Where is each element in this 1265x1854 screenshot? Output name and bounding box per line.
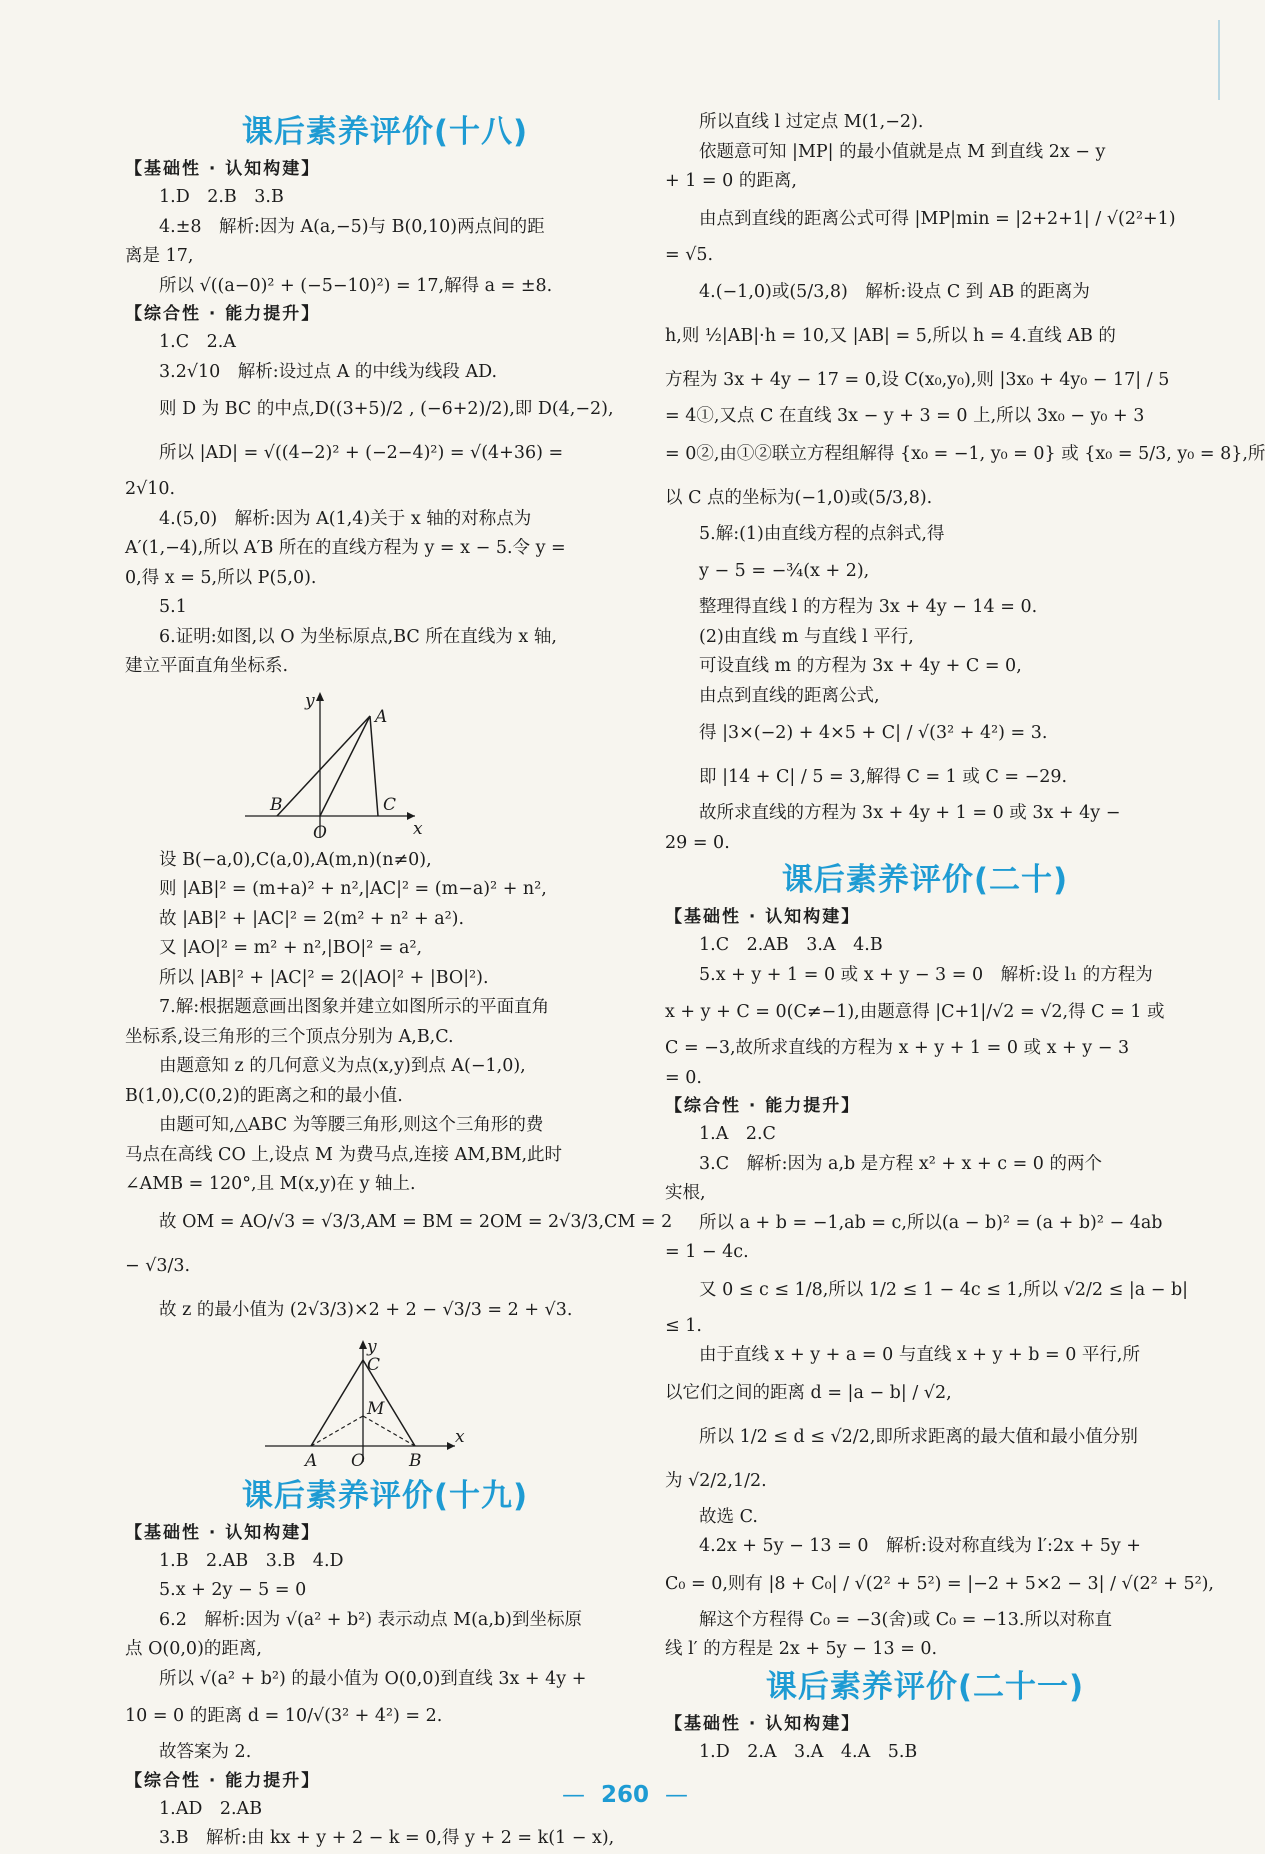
text-line: 5.x + 2y − 5 = 0 (159, 1580, 307, 1600)
text-line: 1.C 2.AB 3.A 4.B (699, 935, 883, 955)
text-line: 则 |AB|² = (m+a)² + n²,|AC|² = (m−a)² + n², (159, 879, 547, 899)
text-line: 6.证明:如图,以 O 为坐标原点,BC 所在直线为 x 轴, (159, 626, 557, 647)
text-line: 可设直线 m 的方程为 3x + 4y + C = 0, (699, 656, 1022, 676)
text-line: 设 B(−a,0),C(a,0),A(m,n)(n≠0), (159, 849, 432, 870)
text-line: 3.2√10 解析:设过点 A 的中线为线段 AD. (159, 361, 498, 382)
text-line: 1.A 2.C (699, 1124, 776, 1144)
text-line: 实根, (665, 1183, 706, 1203)
text-line: 10 = 0 的距离 d = 10/√(3² + 4²) = 2. (125, 1706, 443, 1726)
text-line: = 1 − 4c. (665, 1242, 749, 1262)
text-line: ≤ 1. (665, 1315, 702, 1336)
text-line: 马点在高线 CO 上,设点 M 为费马点,连接 AM,BM,此时 (125, 1144, 563, 1165)
figure-fermat-point (125, 1336, 645, 1471)
text-line: 坐标系,设三角形的三个顶点分别为 A,B,C. (125, 1026, 454, 1047)
text-line: 以它们之间的距离 d = |a − b| / √2, (665, 1382, 952, 1403)
fig2-label-m: M (367, 1398, 385, 1419)
text-line: x + y + C = 0(C≠−1),由题意得 |C+1|/√2 = √2,得 C = 1 或 (665, 1002, 1165, 1022)
text-line: 7.解:根据题意画出图象并建立如图所示的平面直角 (159, 997, 550, 1017)
text-line: 离是 17, (125, 246, 194, 266)
text-line: 故 z 的最小值为 (2√3/3)×2 + 2 − √3/3 = 2 + √3. (159, 1299, 573, 1320)
fig2-label-b: B (409, 1450, 422, 1471)
text-line: 则 D 为 BC 的中点,D((3+5)/2 , (−6+2)/2),即 D(4,−2), (159, 399, 614, 419)
text-line: + 1 = 0 的距离, (665, 171, 797, 191)
text-line: 以 C 点的坐标为(−1,0)或(5/3,8). (665, 487, 933, 508)
text-line: 线 l′ 的方程是 2x + 5y − 13 = 0. (665, 1639, 938, 1659)
text-line: 5.解:(1)由直线方程的点斜式,得 (699, 523, 945, 544)
text-line: 4.2x + 5y − 13 = 0 解析:设对称直线为 l′:2x + 5y + (699, 1536, 1141, 1556)
text-line: 点 O(0,0)的距离, (125, 1639, 262, 1659)
text-line: h,则 ½|AB|·h = 10,又 |AB| = 5,所以 h = 4.直线 AB 的 (665, 326, 1116, 346)
fig1-label-b: B (270, 794, 283, 815)
text-line: 方程为 3x + 4y − 17 = 0,设 C(x₀,y₀),则 |3x₀ + 4y₀ − 17| / 5 (665, 370, 1170, 390)
subheading-comprehensive: 【综合性 · 能力提升】 (665, 1096, 861, 1116)
fig2-y-label: y (367, 1336, 377, 1357)
text-line: 故 OM = AO/√3 = √3/3,AM = BM = 2OM = 2√3/3,CM = 2 (159, 1211, 673, 1232)
subheading-comprehensive: 【综合性 · 能力提升】 (125, 304, 321, 324)
right-column (665, 108, 1265, 1767)
text-line: 由点到直线的距离公式可得 |MP|min = |2+2+1| / √(2²+1) (699, 208, 1176, 229)
text-line: 由题可知,△ABC 为等腰三角形,则这个三角形的费 (159, 1115, 544, 1135)
text-line: 0,得 x = 5,所以 P(5,0). (125, 567, 317, 588)
text-line: 所以 1/2 ≤ d ≤ √2/2,即所求距离的最大值和最小值分别 (699, 1426, 1138, 1447)
text-line: ∠AMB = 120°,且 M(x,y)在 y 轴上. (125, 1174, 416, 1194)
subheading-basic: 【基础性 · 认知构建】 (665, 907, 861, 927)
text-line: 故答案为 2. (159, 1742, 252, 1762)
text-line: 6.2 解析:因为 √(a² + b²) 表示动点 M(a,b)到坐标原 (159, 1609, 582, 1630)
text-line: = 4①,又点 C 在直线 3x − y + 3 = 0 上,所以 3x₀ − y₀ + 3 (665, 406, 1145, 426)
text-line: 3.C 解析:因为 a,b 是方程 x² + x + c = 0 的两个 (699, 1153, 1102, 1174)
section-title-18: 课后素养评价(十八) (241, 114, 529, 150)
fig2-label-c: C (367, 1354, 381, 1375)
text-line: 4.(5,0) 解析:因为 A(1,4)关于 x 轴的对称点为 (159, 508, 532, 529)
text-line: 2√10. (125, 479, 176, 499)
text-line: C₀ = 0,则有 |8 + C₀| / √(2² + 5²) = |−2 + 5×2 − 3| / √(2² + 5²), (665, 1573, 1214, 1594)
subheading-basic: 【基础性 · 认知构建】 (125, 1522, 321, 1543)
subheading-basic: 【基础性 · 认知构建】 (125, 159, 321, 179)
text-line: 所以 √(a² + b²) 的最小值为 O(0,0)到直线 3x + 4y + (159, 1668, 587, 1689)
fig1-y-label: y (305, 690, 315, 711)
text-line: 4.(−1,0)或(5/3,8) 解析:设点 C 到 AB 的距离为 (699, 282, 1090, 302)
text-line: 依题意可知 |MP| 的最小值就是点 M 到直线 2x − y (699, 141, 1106, 162)
figure-triangle-abc (125, 688, 645, 843)
text-line: 所以 |AD| = √((4−2)² + (−2−4)²) = √(4+36) = (159, 443, 564, 463)
text-line: y − 5 = −¾(x + 2), (699, 561, 870, 581)
text-line: 所以直线 l 过定点 M(1,−2). (699, 112, 924, 132)
text-line: 4.±8 解析:因为 A(a,−5)与 B(0,10)两点间的距 (159, 216, 545, 237)
text-line: B(1,0),C(0,2)的距离之和的最小值. (125, 1085, 403, 1106)
text-line: 1.B 2.AB 3.B 4.D (159, 1550, 344, 1571)
fig1-label-c: C (383, 794, 397, 815)
text-line: 所以 √((a−0)² + (−5−10)²) = 17,解得 a = ±8. (159, 275, 553, 296)
text-line: 由题意知 z 的几何意义为点(x,y)到点 A(−1,0), (159, 1056, 526, 1076)
text-line: 整理得直线 l 的方程为 3x + 4y − 14 = 0. (699, 597, 1038, 617)
section-title-20: 课后素养评价(二十) (781, 862, 1069, 898)
text-line: 1.D 2.B 3.B (159, 187, 284, 207)
text-line: 又 0 ≤ c ≤ 1/8,所以 1/2 ≤ 1 − 4c ≤ 1,所以 √2/2 ≤ |a − b| (699, 1279, 1189, 1300)
section-title-21: 课后素养评价(二十一) (765, 1668, 1085, 1705)
fig1-x-label: x (413, 818, 423, 839)
fig2-x-label: x (455, 1426, 465, 1447)
text-line: C = −3,故所求直线的方程为 x + y + 1 = 0 或 x + y − 3 (665, 1038, 1130, 1058)
fig1-label-a: A (375, 706, 388, 727)
text-line: 5.1 (159, 597, 187, 617)
text-line: 故选 C. (699, 1506, 758, 1527)
page-number: — 260 — (561, 1782, 688, 1808)
text-line: 5.x + y + 1 = 0 或 x + y − 3 = 0 解析:设 l₁ 的方程为 (699, 964, 1153, 985)
text-line: 29 = 0. (665, 832, 730, 853)
left-column (125, 110, 673, 1854)
text-line: 3.B 解析:由 kx + y + 2 − k = 0,得 y + 2 = k(1 − x), (159, 1828, 615, 1848)
page-number-value: 260 (600, 1782, 649, 1808)
text-line: 为 √2/2,1/2. (665, 1470, 767, 1491)
fig1-label-o: O (313, 822, 327, 843)
subheading-comprehensive: 【综合性 · 能力提升】 (125, 1770, 321, 1791)
text-line: − √3/3. (125, 1255, 191, 1276)
page-edge (1218, 20, 1220, 100)
text-line: 又 |AO|² = m² + n²,|BO|² = a², (159, 938, 423, 958)
text-line: 解这个方程得 C₀ = −3(舍)或 C₀ = −13.所以对称直 (699, 1609, 1112, 1630)
text-line: = 0. (665, 1067, 702, 1088)
text-line: 得 |3×(−2) + 4×5 + C| / √(3² + 4²) = 3. (699, 723, 1048, 743)
text-line: 由点到直线的距离公式, (699, 685, 880, 706)
text-line: 所以 a + b = −1,ab = c,所以(a − b)² = (a + b)² − 4ab (699, 1212, 1163, 1233)
text-line: 即 |14 + C| / 5 = 3,解得 C = 1 或 C = −29. (699, 767, 1068, 787)
text-line: 所以 |AB|² + |AC|² = 2(|AO|² + |BO|²). (159, 967, 489, 988)
text-line: (2)由直线 m 与直线 l 平行, (699, 626, 914, 647)
text-line: A′(1,−4),所以 A′B 所在的直线方程为 y = x − 5.令 y = (125, 538, 566, 558)
text-line: 由于直线 x + y + a = 0 与直线 x + y + b = 0 平行,所 (699, 1345, 1140, 1365)
text-line: 故所求直线的方程为 3x + 4y + 1 = 0 或 3x + 4y − (699, 803, 1121, 823)
text-line: 1.C 2.A (159, 332, 236, 352)
text-line: 故 |AB|² + |AC|² = 2(m² + n² + a²). (159, 908, 465, 929)
subheading-basic: 【基础性 · 认知构建】 (665, 1713, 861, 1734)
text-line: 1.D 2.A 3.A 4.A 5.B (699, 1741, 918, 1762)
text-line: = 0②,由①②联立方程组解得 {x₀ = −1, y₀ = 0} 或 {x₀ = 5/3, y₀ = 8},所 (665, 443, 1265, 464)
text-line: 1.AD 2.AB (159, 1798, 263, 1819)
section-title-19: 课后素养评价(十九) (241, 1477, 529, 1514)
text-line: 建立平面直角坐标系. (125, 656, 289, 676)
fig2-label-a: A (305, 1450, 318, 1471)
text-line: = √5. (665, 244, 714, 265)
fig2-label-o: O (351, 1450, 365, 1471)
